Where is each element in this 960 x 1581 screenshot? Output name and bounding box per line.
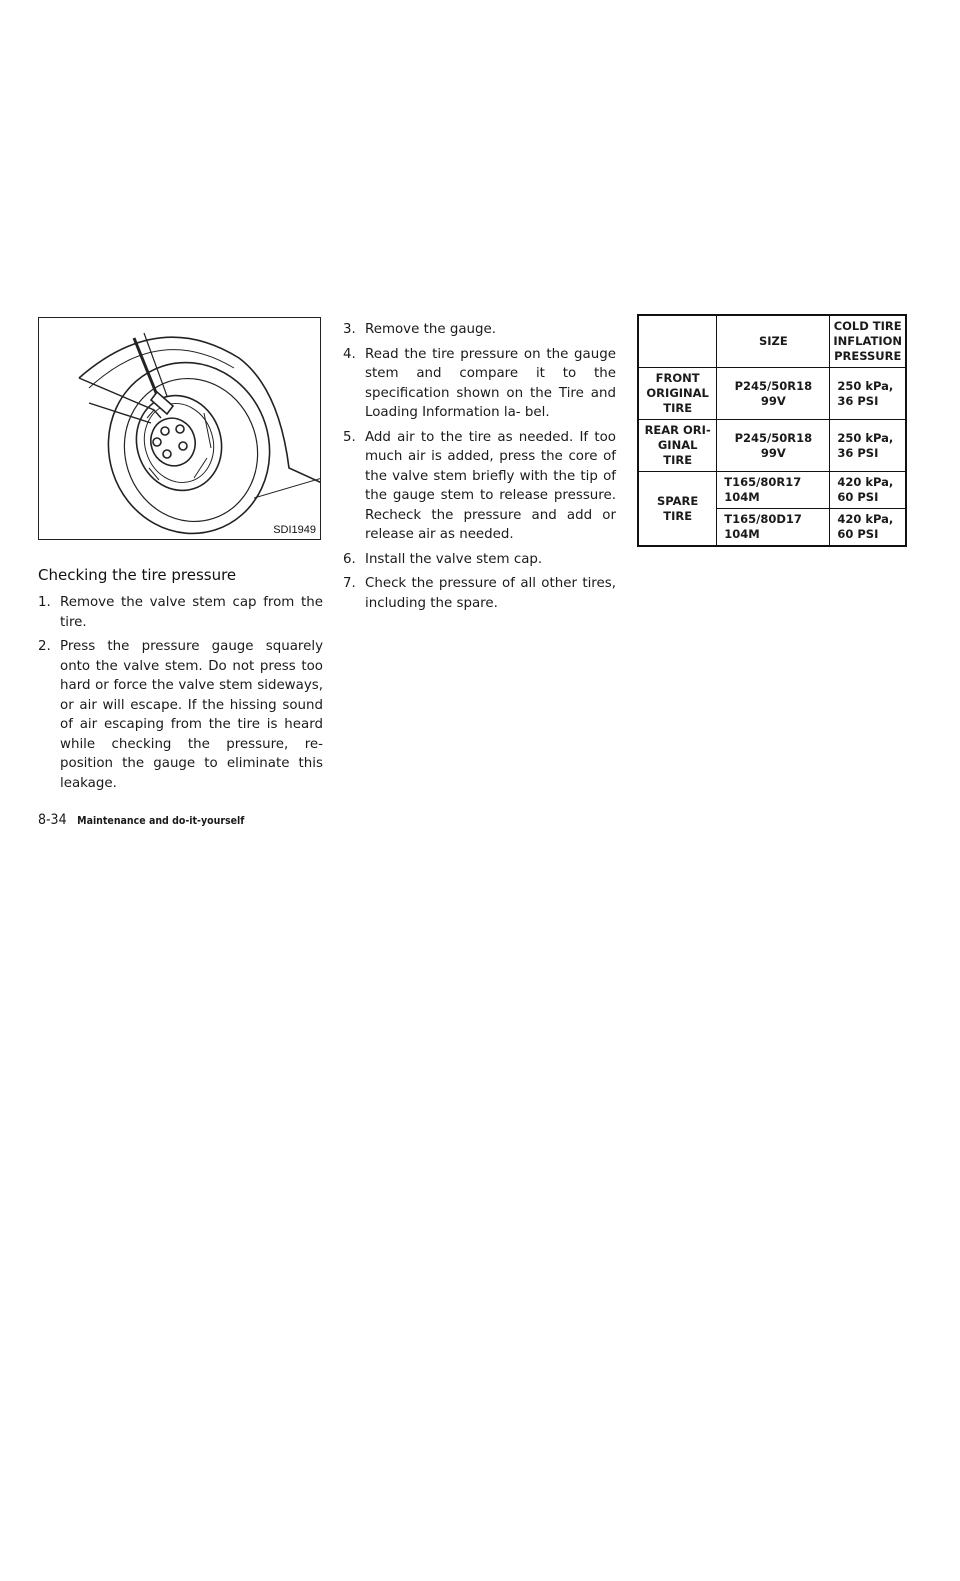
table-row: [638, 420, 906, 472]
step-text: Remove the gauge.: [365, 322, 497, 337]
step-text: Add air to the tire as needed. If too much air is added, press the core of the valve stem briefly with the tip of the gauge stem to release pressure. Recheck the pressure and add or release air as needed.: [365, 429, 616, 542]
page-number: 8-34: [38, 812, 67, 828]
list-item: [343, 345, 616, 423]
tire-pressure-cell: 250 kPa, 36 PSI: [830, 420, 906, 472]
figure-code: SDI1949: [273, 524, 316, 536]
list-item: [38, 637, 323, 793]
list-item: [343, 320, 616, 340]
step-number: 3.: [343, 322, 356, 337]
tire-size-cell: P245/50R18 99V: [717, 420, 830, 472]
steps-list-col2: [343, 320, 616, 618]
step-number: 5.: [343, 429, 356, 445]
step-number: 4.: [343, 346, 356, 362]
list-item: [343, 574, 616, 613]
step-number: 6.: [343, 551, 356, 567]
table-row: [638, 472, 906, 509]
header-cell: SIZE: [717, 315, 830, 368]
page-footer: [38, 809, 244, 828]
tire-pressure-cell: 420 kPa, 60 PSI: [830, 472, 906, 509]
tire-size-cell: T165/80D17 104M: [717, 509, 830, 547]
table-header-row: [638, 315, 906, 368]
list-item: [38, 593, 323, 632]
tire-pressure-cell: 250 kPa, 36 PSI: [830, 368, 906, 420]
header-cell: COLD TIRE INFLATION PRESSURE: [830, 315, 906, 368]
tire-pressure-cell: 420 kPa, 60 PSI: [830, 509, 906, 547]
tire-name-cell: SPARE TIRE: [657, 493, 699, 523]
tire-size-cell: P245/50R18 99V: [717, 368, 830, 420]
step-number: 7.: [343, 576, 356, 591]
tire-gauge-drawing: [39, 318, 321, 540]
tire-pressure-illustration: [38, 317, 321, 540]
list-item: [343, 428, 616, 545]
section-title: Checking the tire pressure: [38, 566, 237, 584]
step-number: 1.: [38, 595, 51, 610]
tire-pressure-table: [637, 314, 907, 547]
step-text: Press the pressure gauge squarely onto the valve stem. Do not press too hard or force the valve stem sideways, or air will escape. If the hissing sound of air escaping from the tire is heard while checking the pressure, re- position the gauge to eliminate this leakage.: [60, 639, 323, 791]
tire-name-cell: FRONT ORIGINAL TIRE: [638, 368, 717, 420]
step-text: Remove the valve stem cap from the tire.: [60, 595, 323, 630]
table-row: [638, 368, 906, 420]
step-text: Install the valve stem cap.: [365, 551, 543, 567]
footer-section-name: Maintenance and do-it-yourself: [77, 815, 245, 827]
header-cell: [638, 315, 717, 368]
list-item: [343, 550, 616, 570]
step-number: 2.: [38, 639, 51, 654]
step-text: Check the pressure of all other tires, including the spare.: [365, 576, 616, 611]
tire-size-cell: T165/80R17 104M: [717, 472, 830, 509]
step-text: Read the tire pressure on the gauge stem and compare it to the specification shown on the Tire and Loading Information la- bel.: [365, 346, 616, 420]
tire-name-cell: REAR ORI- GINAL TIRE: [638, 420, 717, 472]
steps-list-col1: [38, 593, 323, 798]
